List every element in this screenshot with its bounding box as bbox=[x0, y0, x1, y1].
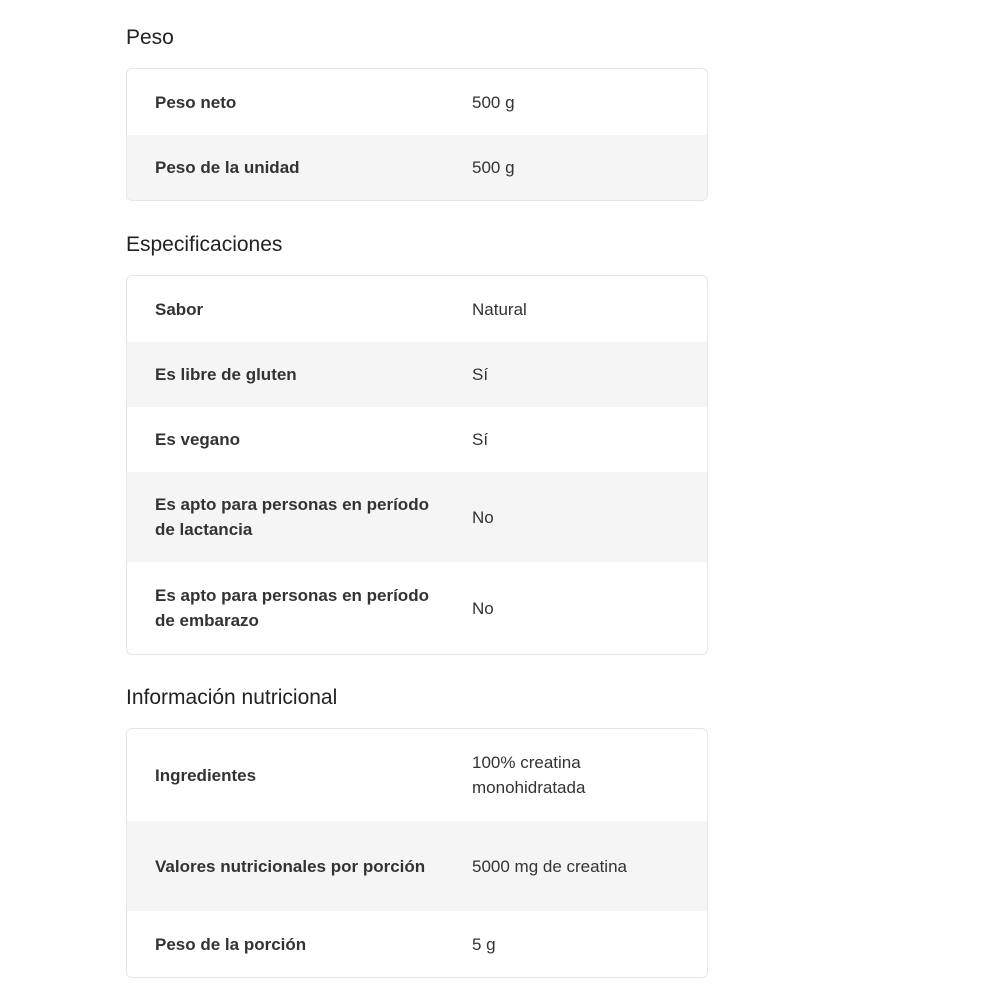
spec-value: 5 g bbox=[472, 934, 496, 954]
spec-row bbox=[127, 821, 707, 911]
section-title-especificaciones: Especificaciones bbox=[126, 233, 283, 256]
spec-row bbox=[127, 69, 707, 135]
spec-row bbox=[127, 276, 707, 342]
section-title-peso: Peso bbox=[126, 26, 174, 49]
spec-label: Es libre de gluten bbox=[155, 365, 297, 384]
spec-row bbox=[127, 729, 707, 821]
spec-table-peso bbox=[126, 68, 708, 201]
spec-row bbox=[127, 911, 707, 977]
spec-label: Valores nutricionales por porción bbox=[155, 856, 426, 876]
spec-row bbox=[127, 407, 707, 472]
spec-row bbox=[127, 342, 707, 407]
spec-label: Peso neto bbox=[155, 92, 237, 112]
spec-value: No bbox=[472, 598, 494, 618]
spec-row bbox=[127, 135, 707, 200]
spec-label: Ingredientes bbox=[155, 765, 257, 785]
spec-value: 5000 mg de creatina bbox=[472, 856, 627, 876]
spec-label: Es apto para personas en período de embarazo bbox=[155, 586, 429, 630]
spec-value: Sí bbox=[472, 430, 489, 449]
section-title-informacion-nutricional: Información nutricional bbox=[126, 686, 338, 709]
spec-label: Peso de la unidad bbox=[155, 158, 300, 177]
spec-value: Sí bbox=[472, 365, 489, 384]
spec-table-especificaciones bbox=[126, 275, 708, 655]
spec-value: Natural bbox=[472, 299, 527, 319]
spec-value: 500 g bbox=[472, 92, 515, 112]
spec-label: Sabor bbox=[155, 299, 204, 319]
spec-label: Peso de la porción bbox=[155, 934, 307, 954]
spec-value: No bbox=[472, 507, 494, 527]
spec-label: Es vegano bbox=[155, 430, 241, 449]
spec-value: 100% creatina monohidratada bbox=[472, 753, 586, 797]
spec-row bbox=[127, 472, 707, 562]
spec-value: 500 g bbox=[472, 158, 515, 177]
spec-table-informacion-nutricional bbox=[126, 728, 708, 978]
spec-label: Es apto para personas en período de lactancia bbox=[155, 495, 429, 539]
spec-row bbox=[127, 562, 707, 654]
